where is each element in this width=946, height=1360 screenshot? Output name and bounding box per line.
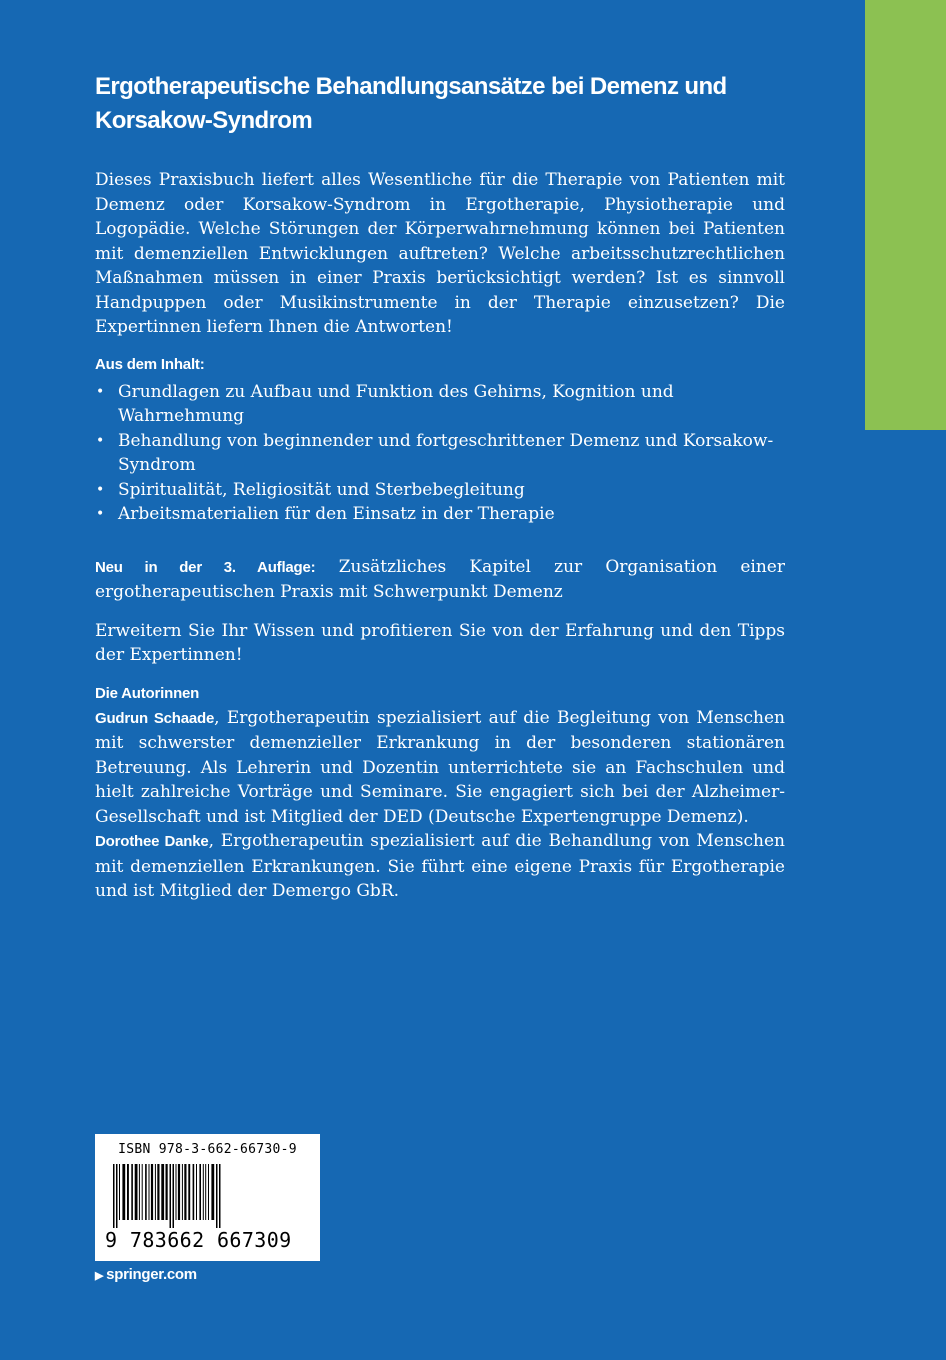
bullet-icon: • — [96, 481, 105, 498]
barcode-digits: 9 783662 667309 — [105, 1228, 292, 1252]
book-title: Ergotherapeutische Behandlungsansätze bei Demenz und Korsakow-Syndrom — [95, 73, 727, 134]
author-bio-text: , Ergotherapeutin spezialisiert auf die Behandlung von Menschen mit demenziellen Erkrankungen. Sie führt eine eigene Praxis für Ergotherapie und ist Mitglied der Demergo GbR. — [95, 831, 785, 901]
contents-list — [95, 380, 785, 527]
author-bio — [95, 706, 785, 830]
author-name: Gudrun Schaade — [95, 709, 215, 727]
bullet-icon: • — [96, 432, 105, 449]
call-to-action: Erweitern Sie Ihr Wissen und profitieren Sie von der Erfahrung und den Tipps der Expertinnen! — [95, 620, 785, 665]
authors-heading: Die Autorinnen — [95, 684, 200, 702]
list-item-text: Grundlagen zu Aufbau und Funktion des Gehirns, Kognition und Wahrnehmung — [118, 381, 674, 426]
publisher-link[interactable] — [95, 1266, 197, 1283]
accent-tab — [865, 0, 946, 430]
new-edition-label: Neu in der 3. Auflage: — [95, 558, 316, 576]
list-item-text: Spiritualität, Religiosität und Sterbebegleitung — [118, 479, 525, 500]
new-edition-note — [95, 555, 785, 605]
author-bio-text: , Ergotherapeutin spezialisiert auf die Begleitung von Menschen mit schwerster demenzieller Erkrankung in der besonderen stationären Betreuung. Als Lehrerin und Dozentin unterrichtete sie an Fachschulen und hielt zahlreiche Vorträge und Seminare. Sie engagiert sich bei der Alzheimer-Gesellschaft und ist Mitglied der DED (Deutsche Expertengruppe Demenz). — [95, 707, 785, 827]
publisher-link-text: springer.com — [106, 1266, 197, 1283]
list-item — [95, 478, 785, 503]
list-item — [95, 429, 785, 478]
isbn-label: ISBN 978-3-662-66730-9 — [118, 1142, 297, 1157]
list-item — [95, 380, 785, 429]
author-name: Dorothee Danke — [95, 833, 209, 850]
contents-heading: Aus dem Inhalt: — [95, 355, 205, 373]
back-cover-text — [95, 70, 785, 904]
new-edition-text: Zusätzliches Kapitel zur Organisation einer ergotherapeutischen Praxis mit Schwerpunkt Demenz — [95, 556, 785, 602]
isbn-barcode — [95, 1134, 320, 1261]
bullet-icon: • — [96, 383, 105, 400]
bullet-icon: • — [96, 506, 105, 522]
list-item-text: Behandlung von beginnender und fortgeschrittener Demenz und Korsakow-Syndrom — [118, 430, 774, 475]
intro-paragraph: Dieses Praxisbuch liefert alles Wesentliche für die Therapie von Patienten mit Demenz oder Korsakow-Syndrom in Ergotherapie, Physiotherapie und Logopädie. Welche Störungen der Körperwahrnehmung können bei Patienten mit demenziellen Entwicklungen auftreten? Welche arbeitsschutzrechtlichen Maßnahmen müssen in einer Praxis berücksichtigt werden? Ist es sinnvoll Handpuppen oder Musikinstrumente in der Therapie einzusetzen? Die Expertinnen liefern Ihnen die Antworten! — [95, 170, 785, 337]
list-item — [95, 502, 785, 527]
author-bio — [95, 829, 785, 904]
list-item-text: Arbeitsmaterialien für den Einsatz in der Therapie — [118, 504, 555, 524]
barcode-bars — [107, 1164, 307, 1228]
play-arrow-icon: ▶ — [95, 1270, 104, 1282]
